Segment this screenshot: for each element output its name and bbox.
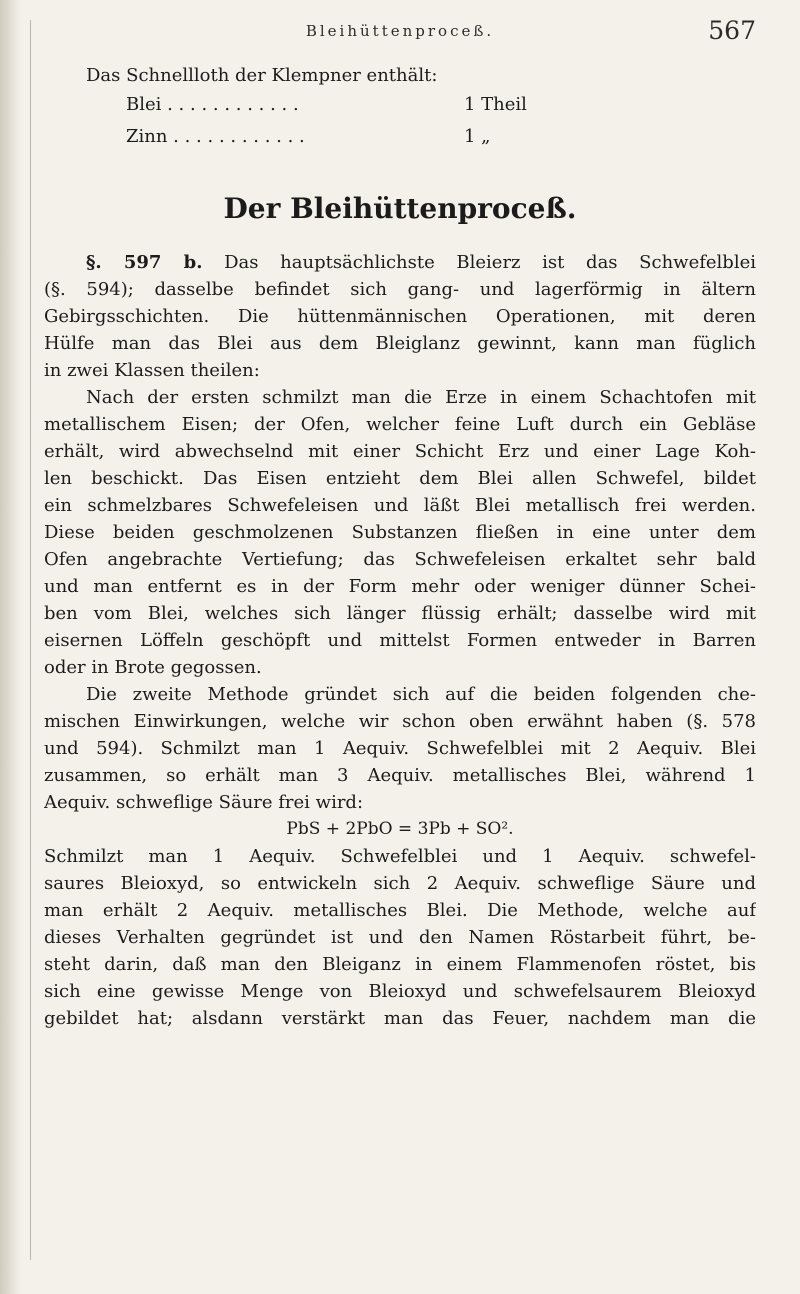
paragraph-line: Die zweite Methode gründet sich auf die beiden folgenden che- [86,684,756,705]
recipe-item [44,121,756,153]
running-head [0,16,800,50]
paragraph-line: Nach der ersten schmilzt man die Erze in einem Schachtofen mit [86,387,756,408]
page-margin-line [30,20,31,1260]
paragraph-line: saures Bleioxyd, so entwickeln sich 2 Aequiv. schweflige Säure und [44,873,756,894]
recipe-item [44,89,756,121]
paragraph-line: man erhält 2 Aequiv. metallisches Blei. Die Methode, welche auf [44,900,756,921]
paragraph-line: dieses Verhalten gegründet ist und den Namen Röstarbeit führt, be- [44,927,756,948]
section-heading: Der Bleihüttenproceß. [223,192,577,225]
paragraph-line: metallischem Eisen; der Ofen, welcher feine Luft durch ein Gebläse [44,414,756,435]
paragraph-line: Aequiv. schweflige Säure frei wird: [44,792,364,813]
recipe-item-amount: 1 „ [464,126,491,147]
paragraph-line: ben vom Blei, welches sich länger flüssig erhält; dasselbe wird mit [44,603,756,624]
paragraph-line: sich eine gewisse Menge von Bleioxyd und schwefelsaurem Bleioxyd [44,981,756,1002]
recipe-item-name: Blei . . . . . . . . . . . . [126,94,299,115]
paragraph-line [44,249,756,276]
paragraph-line: und man entfernt es in der Form mehr oder weniger dünner Schei- [44,576,756,597]
recipe-item-amount: 1 Theil [464,94,527,115]
paragraph-line: mischen Einwirkungen, welche wir schon oben erwähnt haben (§. 578 [44,711,756,732]
paragraph-line: Diese beiden geschmolzenen Substanzen fließen in eine unter dem [44,522,756,543]
paragraph-line: steht darin, daß man den Bleiganz in einem Flammenofen röstet, bis [44,954,756,975]
paragraph-line-text: Das hauptsächlichste Bleierz ist das Schwefelblei [224,252,756,273]
chemical-formula: PbS + 2PbO = 3Pb + SO². [286,819,514,839]
paragraph-line: (§. 594); dasselbe befindet sich gang- und lagerförmig in ältern [44,279,756,300]
paragraph-line: erhält, wird abwechselnd mit einer Schicht Erz und einer Lage Koh- [44,441,756,462]
page-text [44,62,756,1032]
paragraph-line: ein schmelzbares Schwefeleisen und läßt Blei metallisch frei werden. [44,495,756,516]
recipe-item-name: Zinn . . . . . . . . . . . . [126,126,305,147]
paragraph-line: Schmilzt man 1 Aequiv. Schwefelblei und 1 Aequiv. schwefel- [44,846,756,867]
paragraph-line: Ofen angebrachte Vertiefung; das Schwefeleisen erkaltet sehr bald [44,549,756,570]
page-gutter-shadow [0,0,22,1294]
paragraph-line: oder in Brote gegossen. [44,657,262,678]
paragraph-line: und 594). Schmilzt man 1 Aequiv. Schwefelblei mit 2 Aequiv. Blei [44,738,756,759]
paragraph-line: eisernen Löffeln geschöpft und mittelst Formen entweder in Barren [44,630,756,651]
paragraph-line: gebildet hat; alsdann verstärkt man das Feuer, nachdem man die [44,1008,756,1029]
page-number: 567 [708,16,756,45]
recipe-intro: Das Schnellloth der Klempner enthält: [86,65,438,86]
paragraph-line: Hülfe man das Blei aus dem Bleiglanz gewinnt, kann man füglich [44,333,756,354]
paragraph-line: zusammen, so erhält man 3 Aequiv. metallisches Blei, während 1 [44,765,756,786]
running-head-title: Bleihüttenproceß. [305,22,495,40]
paragraph-line: len beschickt. Das Eisen entzieht dem Blei allen Schwefel, bildet [44,468,756,489]
paragraph-line: Gebirgsschichten. Die hüttenmännischen Operationen, mit deren [44,306,756,327]
section-mark: §. 597 b. [86,252,203,273]
paragraph-line: in zwei Klassen theilen: [44,360,260,381]
